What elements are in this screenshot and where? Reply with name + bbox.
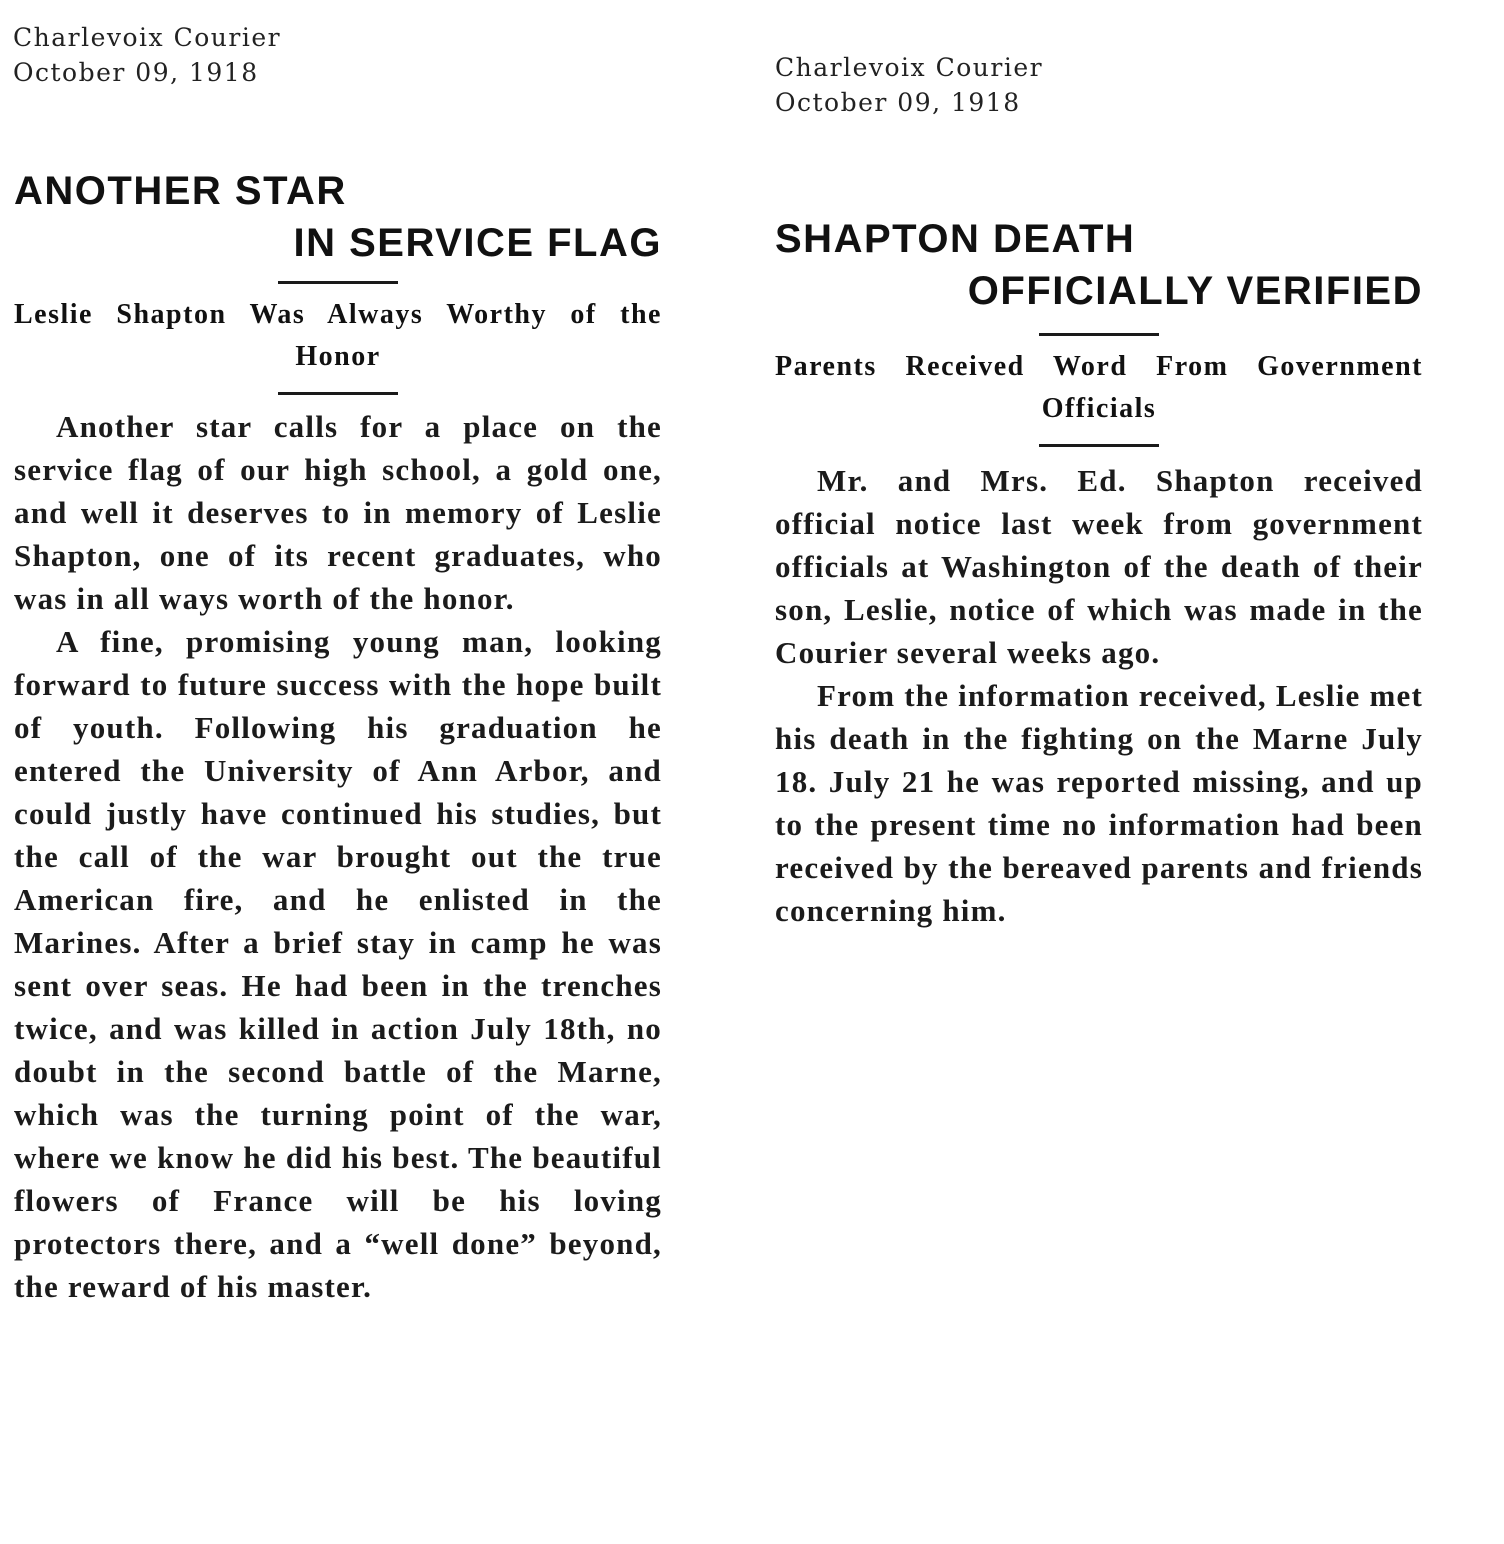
article-shapton-death	[775, 213, 1423, 932]
article-headline	[14, 165, 662, 269]
divider-rule	[1039, 444, 1159, 447]
newspaper-name: Charlevoix Courier	[13, 23, 282, 52]
article-body	[14, 405, 662, 1308]
clipping-source-left	[13, 20, 281, 90]
divider-rule	[278, 392, 398, 395]
article-another-star	[14, 165, 662, 1308]
article-subheadline: Parents Received Word From Government Officials	[775, 351, 1423, 424]
newspaper-name: Charlevoix Courier	[775, 53, 1044, 82]
article-paragraph: From the information received, Leslie met his death in the fighting on the Marne July 18. July 21 he was reported missing, and up to the present time no information had been received by the bereaved parents and friends concerning him.	[775, 678, 1423, 928]
article-body	[775, 459, 1423, 932]
article-paragraph: Another star calls for a place on the service flag of our high school, a gold one, and well it deserves to in memory of Leslie Shapton, one of its recent graduates, who was in all ways worth of the honor.	[14, 409, 662, 616]
divider-rule	[278, 281, 398, 284]
article-subheadline: Leslie Shapton Was Always Worthy of the Honor	[14, 299, 662, 372]
headline-line: ANOTHER STAR	[14, 169, 347, 213]
headline-line: SHAPTON DEATH	[775, 217, 1136, 261]
publication-date: October 09, 1918	[13, 58, 259, 87]
article-headline	[775, 213, 1423, 317]
clipping-source-right	[775, 50, 1043, 120]
divider-rule	[1039, 333, 1159, 336]
headline-line: OFFICIALLY VERIFIED	[967, 269, 1423, 313]
publication-date: October 09, 1918	[775, 88, 1021, 117]
article-paragraph: Mr. and Mrs. Ed. Shapton received official notice last week from government officials at Washington of the death of their son, Leslie, notice of which was made in the Courier several weeks ago.	[775, 463, 1423, 670]
article-paragraph: A fine, promising young man, looking forward to future success with the hope built of youth. Following his graduation he entered the University of Ann Arbor, and could justly have continued his studies, but the call of the war brought out the true American fire, and he enlisted in the Marines. After a brief stay in camp he was sent over seas. He had been in the trenches twice, and was killed in action July 18th, no doubt in the second battle of the Marne, which was the turning point of the war, where we know he did his best. The beautiful flowers of France will be his loving protectors there, and a “well done” beyond, the reward of his master.	[14, 624, 662, 1304]
headline-line: IN SERVICE FLAG	[293, 221, 662, 265]
